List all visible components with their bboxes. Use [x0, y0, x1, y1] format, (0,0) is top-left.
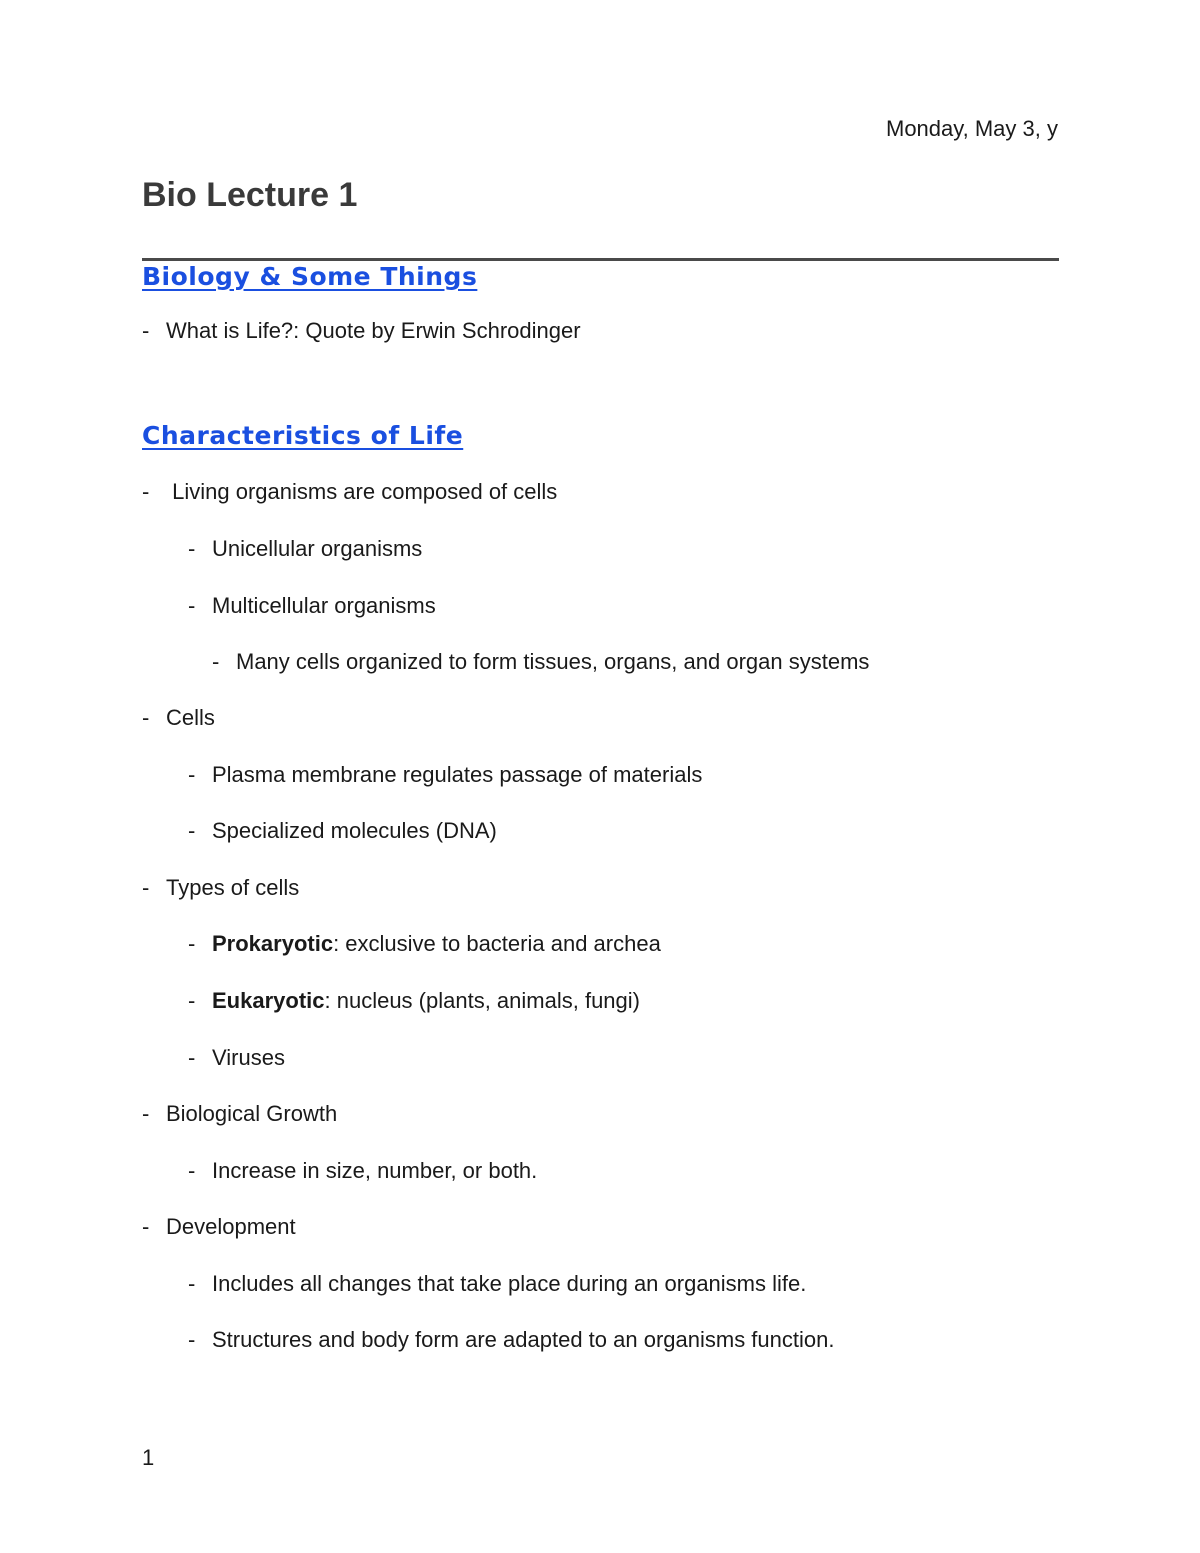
section-heading-characteristics: Characteristics of Life — [142, 421, 464, 450]
list-item — [188, 818, 497, 844]
list-item-text: Development — [166, 1214, 296, 1239]
list-item — [188, 1158, 537, 1184]
bullet-dash: - — [188, 1045, 196, 1070]
bullet-dash: - — [142, 705, 150, 730]
list-item — [142, 1101, 337, 1127]
bullet-dash: - — [188, 536, 196, 561]
list-item — [188, 1271, 806, 1297]
list-item-text: Unicellular organisms — [212, 536, 423, 561]
bullet-dash: - — [188, 593, 196, 618]
section-heading-biology: Biology & Some Things — [142, 262, 478, 291]
list-item — [188, 762, 702, 788]
list-item — [188, 1327, 834, 1353]
list-item-text: Living organisms are composed of cells — [166, 479, 558, 504]
bullet-dash: - — [188, 1271, 196, 1296]
list-item — [142, 705, 215, 731]
bullet-dash: - — [188, 762, 196, 787]
list-item-text: Biological Growth — [166, 1101, 338, 1126]
list-item-text: Plasma membrane regulates passage of materials — [212, 762, 703, 787]
list-item-text: Many cells organized to form tissues, organs, and organ systems — [236, 649, 870, 674]
list-item-text: : exclusive to bacteria and archea — [333, 931, 661, 956]
bullet-dash: - — [188, 1327, 196, 1352]
bullet-dash: - — [142, 479, 150, 504]
list-item-text: Viruses — [212, 1045, 285, 1070]
title-divider — [142, 258, 1059, 261]
list-item-text: What is Life?: Quote by Erwin Schrodinger — [166, 318, 581, 343]
list-item-text: : nucleus (plants, animals, fungi) — [324, 988, 640, 1013]
list-item — [188, 536, 422, 562]
bullet-dash: - — [142, 1214, 150, 1239]
list-item-text: Types of cells — [166, 875, 300, 900]
list-item — [188, 931, 661, 957]
list-item — [142, 875, 299, 901]
page-title: Bio Lecture 1 — [142, 176, 358, 214]
list-item — [142, 318, 581, 344]
list-item-text: Structures and body form are adapted to an organisms function. — [212, 1327, 835, 1352]
document-date: Monday, May 3, y — [886, 116, 1058, 141]
list-item — [188, 593, 436, 619]
page-number: 1 — [142, 1445, 155, 1470]
bullet-dash: - — [188, 1158, 196, 1183]
list-item — [142, 1214, 296, 1240]
list-item — [212, 649, 869, 675]
bullet-dash: - — [142, 1101, 150, 1126]
list-item-text: Increase in size, number, or both. — [212, 1158, 538, 1183]
list-item — [142, 479, 557, 505]
list-item-text: Multicellular organisms — [212, 593, 436, 618]
bullet-dash: - — [188, 988, 196, 1013]
list-item-text: Cells — [166, 705, 215, 730]
bullet-dash: - — [142, 875, 150, 900]
bullet-dash: - — [212, 649, 220, 674]
bullet-dash: - — [188, 931, 196, 956]
list-item — [188, 1045, 285, 1071]
term-eukaryotic: Eukaryotic — [212, 988, 325, 1013]
term-prokaryotic: Prokaryotic — [212, 931, 334, 956]
bullet-dash: - — [142, 318, 150, 343]
list-item-text: Includes all changes that take place during an organisms life. — [212, 1271, 807, 1296]
list-item-text: Specialized molecules (DNA) — [212, 818, 497, 843]
bullet-dash: - — [188, 818, 196, 843]
list-item — [188, 988, 640, 1014]
